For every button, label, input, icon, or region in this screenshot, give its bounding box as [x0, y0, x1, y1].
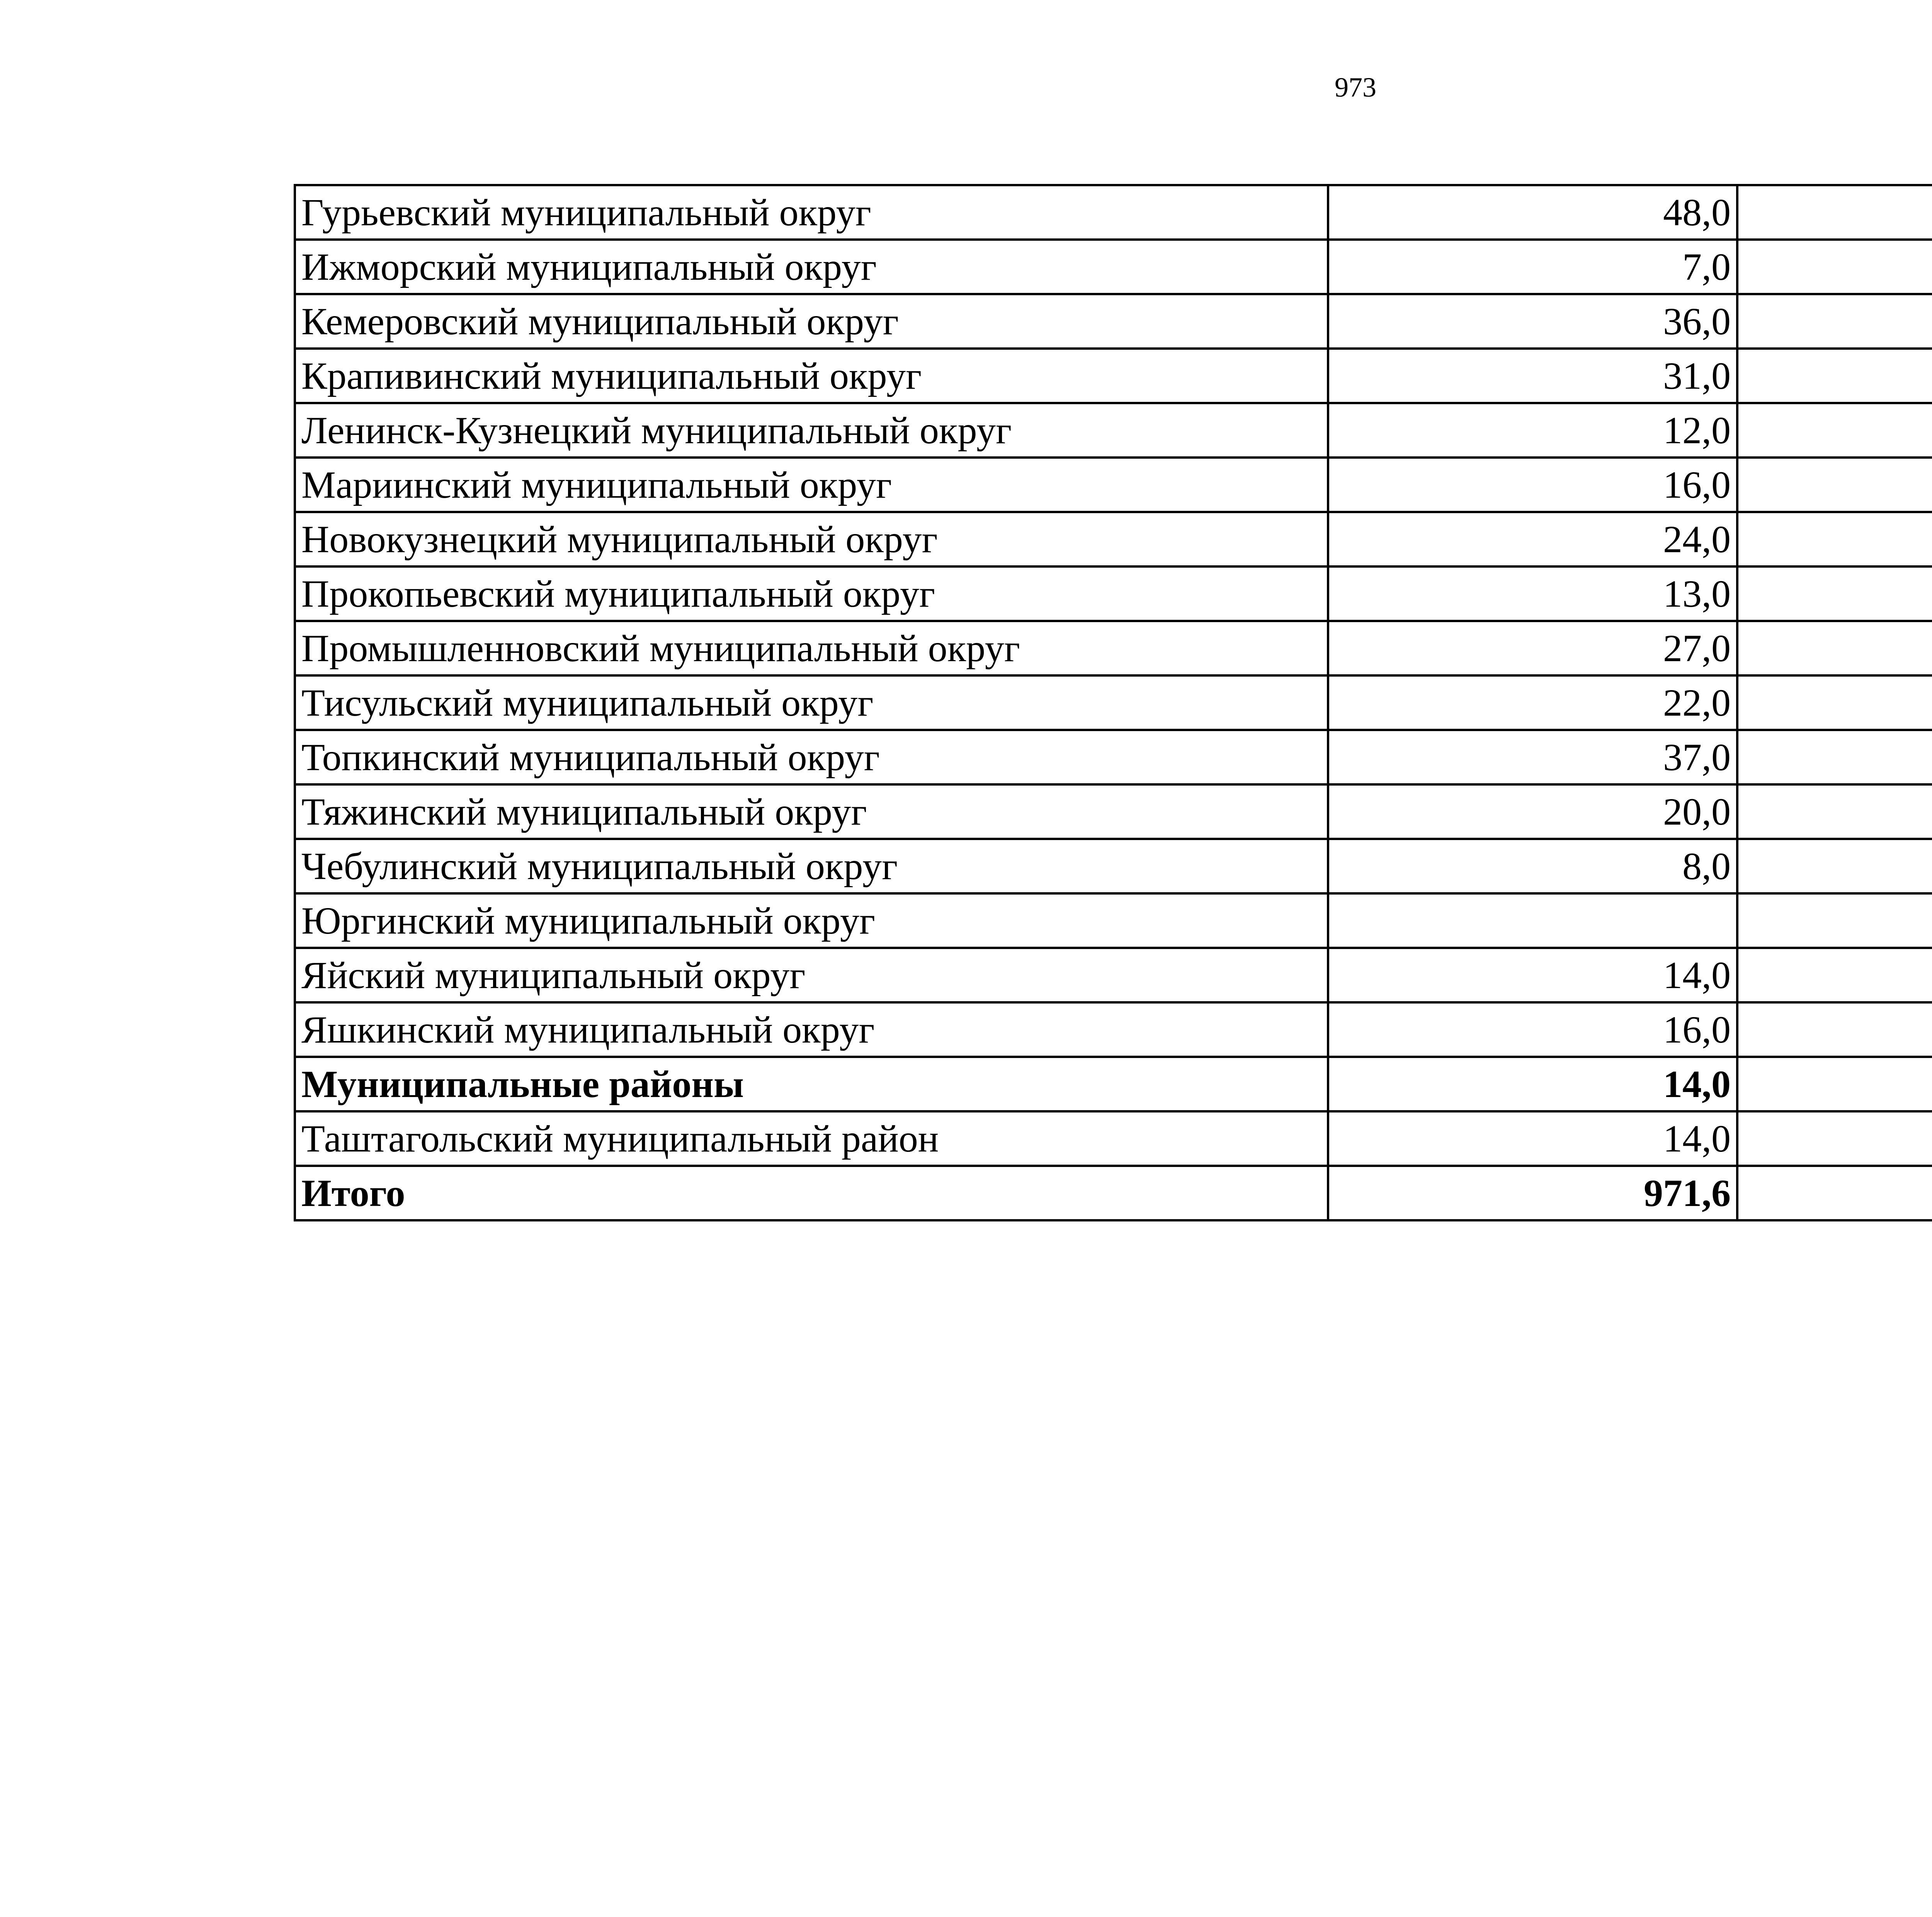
row-value-2-cell — [1737, 730, 1932, 784]
row-value-1-cell: 36,0 — [1328, 294, 1737, 349]
row-value-2-cell — [1737, 294, 1932, 349]
row-value-1-cell: 14,0 — [1328, 948, 1737, 1002]
table-row — [295, 294, 1932, 349]
row-value-1-cell: 16,0 — [1328, 458, 1737, 512]
row-name-cell: Тисульский муниципальный округ — [295, 675, 1328, 730]
row-name-cell: Гурьевский муниципальный округ — [295, 185, 1328, 240]
row-name-cell: Яйский муниципальный округ — [295, 948, 1328, 1002]
row-value-1-cell: 27,0 — [1328, 621, 1737, 675]
row-name-cell: Муниципальные районы — [295, 1057, 1328, 1111]
table-row — [295, 185, 1932, 240]
row-value-2-cell — [1737, 675, 1932, 730]
table-row — [295, 675, 1932, 730]
row-value-1-cell: 24,0 — [1328, 512, 1737, 566]
row-name-cell: Итого — [295, 1166, 1328, 1220]
row-value-2-cell — [1737, 784, 1932, 839]
row-value-1-cell: 12,0 — [1328, 403, 1737, 458]
row-value-1-cell: 8,0 — [1328, 839, 1737, 893]
table-row — [295, 893, 1932, 948]
table-row — [295, 1111, 1932, 1166]
table-row — [295, 839, 1932, 893]
row-name-cell: Крапивинский муниципальный округ — [295, 349, 1328, 403]
row-value-2-cell — [1737, 1057, 1932, 1111]
table-body — [295, 185, 1932, 1220]
table-row — [295, 566, 1932, 621]
page-number: 973 — [1335, 72, 1376, 103]
table-row — [295, 1002, 1932, 1057]
data-table — [294, 184, 1932, 1221]
row-value-1-cell: 14,0 — [1328, 1057, 1737, 1111]
row-value-2-cell — [1737, 1166, 1932, 1220]
row-name-cell: Таштагольский муниципальный район — [295, 1111, 1328, 1166]
row-name-cell: Кемеровский муниципальный округ — [295, 294, 1328, 349]
row-value-1-cell: 48,0 — [1328, 185, 1737, 240]
row-name-cell: Чебулинский муниципальный округ — [295, 839, 1328, 893]
row-name-cell: Новокузнецкий муниципальный округ — [295, 512, 1328, 566]
row-name-cell: Ижморский муниципальный округ — [295, 240, 1328, 294]
row-name-cell: Яшкинский муниципальный округ — [295, 1002, 1328, 1057]
row-value-2-cell — [1737, 512, 1932, 566]
row-value-1-cell — [1328, 893, 1737, 948]
row-value-2-cell — [1737, 839, 1932, 893]
table-row — [295, 621, 1932, 675]
row-value-2-cell — [1737, 458, 1932, 512]
row-value-2-cell — [1737, 893, 1932, 948]
table-row — [295, 458, 1932, 512]
row-value-1-cell: 22,0 — [1328, 675, 1737, 730]
row-value-1-cell: 20,0 — [1328, 784, 1737, 839]
row-value-2-cell — [1737, 403, 1932, 458]
row-value-2-cell — [1737, 948, 1932, 1002]
row-name-cell: Ленинск-Кузнецкий муниципальный округ — [295, 403, 1328, 458]
table-row — [295, 784, 1932, 839]
row-value-2-cell — [1737, 1111, 1932, 1166]
row-value-2-cell — [1737, 621, 1932, 675]
row-value-1-cell: 16,0 — [1328, 1002, 1737, 1057]
row-value-2-cell — [1737, 185, 1932, 240]
table-row — [295, 349, 1932, 403]
row-value-1-cell: 31,0 — [1328, 349, 1737, 403]
row-value-1-cell: 13,0 — [1328, 566, 1737, 621]
table-row — [295, 512, 1932, 566]
row-value-2-cell — [1737, 349, 1932, 403]
row-value-1-cell: 37,0 — [1328, 730, 1737, 784]
table-row — [295, 948, 1932, 1002]
row-name-cell: Топкинский муниципальный округ — [295, 730, 1328, 784]
table-row — [295, 730, 1932, 784]
table-row — [295, 1166, 1932, 1220]
table-row — [295, 403, 1932, 458]
row-name-cell: Мариинский муниципальный округ — [295, 458, 1328, 512]
table-row — [295, 240, 1932, 294]
row-value-2-cell — [1737, 566, 1932, 621]
row-value-1-cell: 7,0 — [1328, 240, 1737, 294]
table-row — [295, 1057, 1932, 1111]
row-name-cell: Прокопьевский муниципальный округ — [295, 566, 1328, 621]
row-value-2-cell — [1737, 240, 1932, 294]
row-name-cell: Юргинский муниципальный округ — [295, 893, 1328, 948]
row-value-1-cell: 971,6 — [1328, 1166, 1737, 1220]
row-value-2-cell — [1737, 1002, 1932, 1057]
row-name-cell: Промышленновский муниципальный округ — [295, 621, 1328, 675]
row-name-cell: Тяжинский муниципальный округ — [295, 784, 1328, 839]
row-value-1-cell: 14,0 — [1328, 1111, 1737, 1166]
